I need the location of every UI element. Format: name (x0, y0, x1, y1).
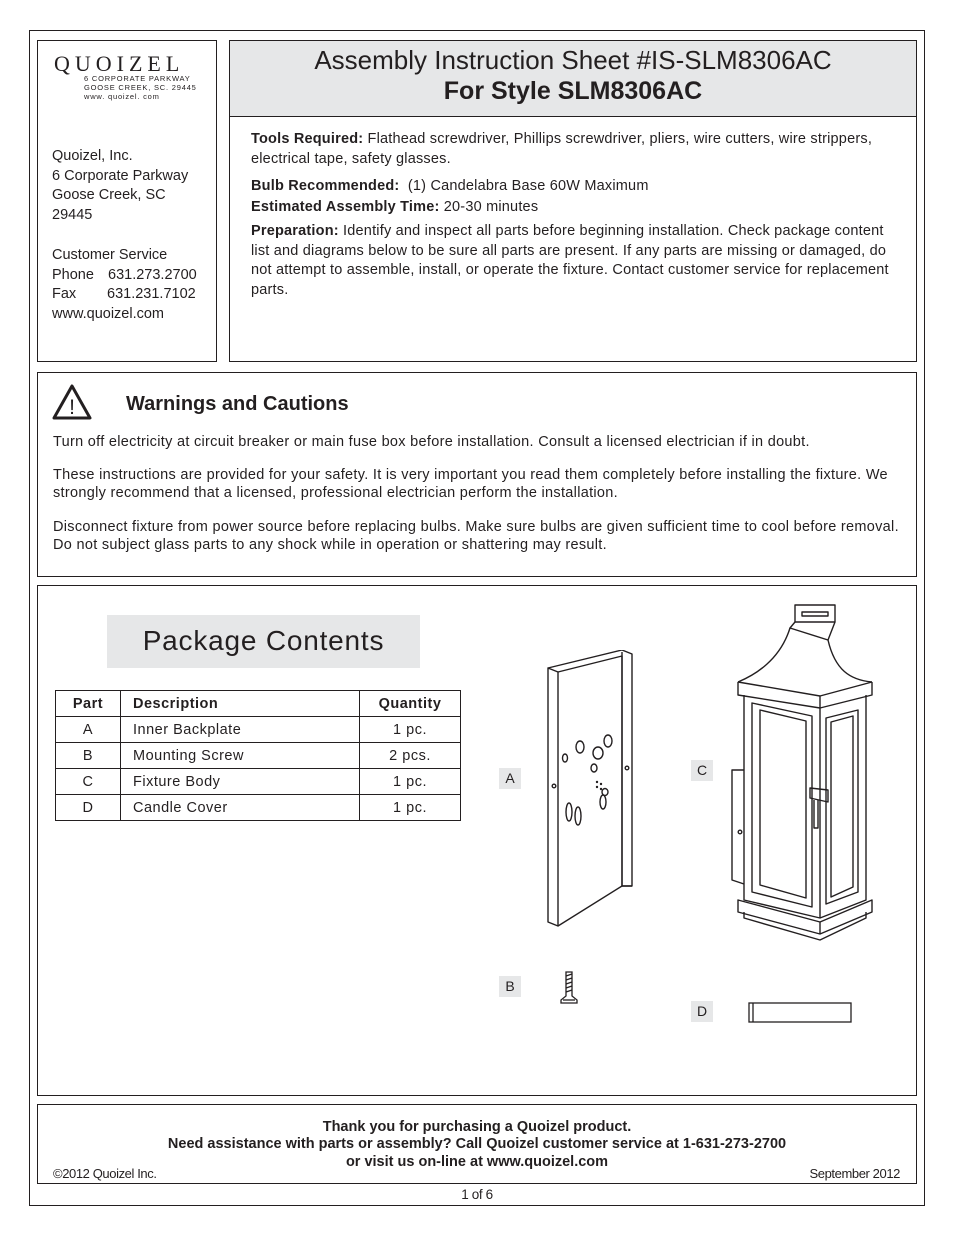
bulb-recommended: Bulb Recommended: (1) Candelabra Base 60W Maximum (251, 178, 649, 194)
footer-thank-you: Thank you for purchasing a Quoizel product. (322, 1119, 632, 1135)
footer-copyright: ©2012 Quoizel Inc. (53, 1166, 157, 1181)
part-description: Fixture Body (121, 769, 360, 795)
part-description: Candle Cover (121, 795, 360, 821)
part-quantity: 1 pc. (360, 717, 461, 743)
part-letter: A (56, 717, 121, 743)
part-letter: D (56, 795, 121, 821)
requirements-box (229, 116, 917, 362)
mounting-screw-drawing (558, 970, 580, 1006)
part-quantity: 1 pc. (360, 795, 461, 821)
table-row (56, 795, 461, 821)
tools-required: Tools Required: Flathead screwdriver, Phillips screwdriver, pliers, wire cutters, wire strippers, electrical tape, safety glasses. (251, 131, 873, 167)
package-contents-title: Package Contents (107, 615, 420, 668)
table-header-row (56, 691, 461, 717)
candle-cover-drawing (746, 1000, 854, 1026)
header-part: Part (56, 691, 121, 717)
company-info-box (37, 40, 217, 362)
warning-paragraph-1: Turn off electricity at circuit breaker or main fuse box before installation. Consult a licensed electrician if in doubt. (53, 434, 810, 450)
document-title: Assembly Instruction Sheet #IS-SLM8306AC (314, 45, 832, 75)
logo-address: 6 CORPORATE PARKWAY GOOSE CREEK, SC. 29445 www. quoizel. com (84, 74, 197, 101)
table-row (56, 717, 461, 743)
part-quantity: 2 pcs. (360, 743, 461, 769)
preparation: Preparation: Identify and inspect all parts before beginning installation. Check package content list and diagrams below to be sure all parts are present. If any parts are missing or damaged, do not attempt to assemble, install, or operate the fixture. Contact customer service for replacement parts. (251, 223, 889, 298)
table-row (56, 743, 461, 769)
footer-date: September 2012 (809, 1166, 900, 1181)
table-row (56, 769, 461, 795)
diagram-label-a: A (499, 768, 521, 789)
footer-website: or visit us on-line at www.quoizel.com (345, 1154, 609, 1170)
svg-text:!: ! (69, 396, 75, 419)
header-description: Description (121, 691, 360, 717)
parts-table (55, 690, 461, 821)
warnings-box (37, 372, 917, 577)
header-quantity: Quantity (360, 691, 461, 717)
part-letter: C (56, 769, 121, 795)
part-quantity: 1 pc. (360, 769, 461, 795)
warnings-title: Warnings and Cautions (126, 393, 349, 415)
copyright-icon: © (53, 1166, 63, 1181)
part-description: Inner Backplate (121, 717, 360, 743)
diagram-label-d: D (691, 1001, 713, 1022)
backplate-drawing (540, 650, 640, 930)
style-title: For Style SLM8306AC (443, 77, 703, 105)
footer-assistance: Need assistance with parts or assembly? Call Quoizel customer service at 1-631-273-2700 (167, 1136, 787, 1152)
fixture-body-drawing (730, 600, 880, 945)
warning-paragraph-3: Disconnect fixture from power source before replacing bulbs. Make sure bulbs are given sufficient time to cool before removal. Do not subject glass parts to any shock while in operation or shattering may result. (53, 519, 899, 553)
diagram-label-c: C (691, 760, 713, 781)
warning-icon (52, 384, 92, 420)
diagram-label-b: B (499, 976, 521, 997)
part-letter: B (56, 743, 121, 769)
company-logo: QUOIZEL (54, 51, 185, 76)
estimated-time: Estimated Assembly Time: 20-30 minutes (251, 199, 539, 215)
page-number: 1 of 6 (461, 1187, 493, 1202)
footer-box (37, 1104, 917, 1184)
title-box (229, 40, 917, 117)
customer-service-contact: Customer Service Phone 631.273.2700 Fax 631.231.7102 www.quoizel.com (52, 247, 197, 322)
warning-paragraph-2: These instructions are provided for your safety. It is very important you read them completely before installing the fixture. We strongly recommend that a licensed, professional electrician perform the installation. (53, 467, 888, 501)
part-description: Mounting Screw (121, 743, 360, 769)
company-address: Quoizel, Inc. 6 Corporate Parkway Goose Creek, SC 29445 (52, 148, 189, 223)
